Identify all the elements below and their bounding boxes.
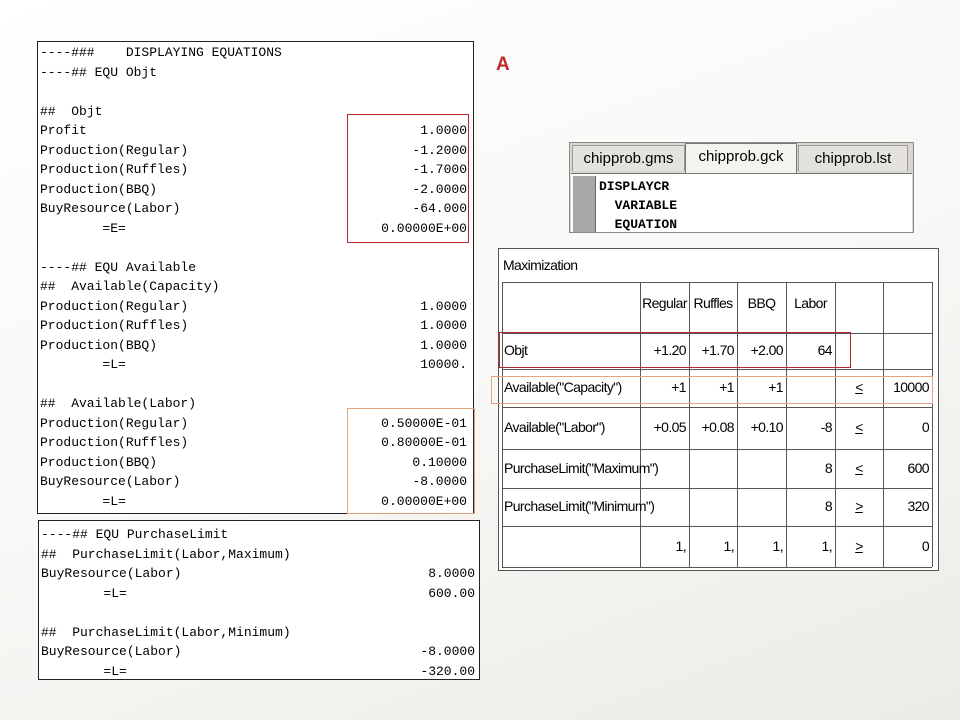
listing-value: -8.0000 [420, 644, 475, 659]
listing-line: Production(Ruffles) [40, 162, 189, 177]
listing-line: ## Available(Capacity) [40, 279, 220, 294]
listing-value: -64.000 [412, 201, 467, 216]
matrix-title: Maximization [503, 257, 578, 273]
listing-line: BuyResource(Labor) [40, 474, 181, 489]
listing-value: 0.00000E+00 [381, 220, 467, 236]
objt-values-highlight [347, 114, 469, 243]
matrix-column-header: Ruffles [693, 295, 733, 311]
maximization-matrix [498, 248, 939, 571]
listing-line: Production(Regular) [40, 142, 189, 158]
grid-hline [502, 567, 932, 568]
matrix-cell: +0.05 [653, 419, 686, 435]
listing-line: Production(Regular) [40, 298, 189, 314]
capacity-row-highlight [491, 376, 933, 404]
matrix-cell: +1.20 [653, 342, 686, 358]
listing-line: ----## EQU Objt [40, 64, 158, 80]
listing-value: 0.80000E-01 [381, 435, 467, 450]
matrix-cell: +1 [768, 379, 783, 395]
grid-hline [502, 282, 932, 283]
matrix-cell: 8 [824, 498, 832, 514]
listing-line: ## PurchaseLimit(Labor,Minimum) [41, 624, 291, 640]
listing-value: 0.10000 [412, 454, 467, 470]
listing-line: Production(Ruffles) [40, 318, 189, 333]
listing-value: 1.0000 [420, 298, 467, 314]
labor-values-highlight [347, 408, 475, 514]
matrix-row-label: Available("Capacity") [504, 379, 622, 395]
matrix-cell: -8 [820, 419, 832, 435]
matrix-column-header: Regular [642, 295, 687, 311]
tab-chipprob-lst[interactable]: chipprob.lst [798, 145, 908, 171]
listing-line: ## Objt [40, 103, 103, 119]
purchase-limit-listing-panel [38, 520, 480, 680]
listing-value: -320.00 [420, 663, 475, 679]
listing-line: ## Available(Labor) [40, 396, 197, 411]
listing-line: =E= [40, 220, 126, 236]
matrix-cell: +0.10 [750, 419, 783, 435]
matrix-cell: 64 [817, 342, 832, 358]
listing-value: 1.0000 [420, 318, 467, 333]
tab-chipprob-gck[interactable]: chipprob.gck [685, 143, 797, 173]
code-editor[interactable] [571, 173, 912, 232]
grid-vline [502, 282, 503, 567]
listing-value: -1.7000 [412, 162, 467, 177]
grid-hline [502, 488, 932, 489]
matrix-rhs: 0 [921, 537, 929, 554]
matrix-cell: 8 [824, 459, 832, 476]
matrix-row-label: PurchaseLimit("Maximum") [504, 459, 659, 476]
grid-hline [502, 407, 932, 408]
listing-line: BuyResource(Labor) [40, 201, 181, 216]
listing-line: Production(Regular) [40, 415, 189, 431]
listing-line: =L= [40, 357, 126, 372]
listing-line: Production(BBQ) [40, 181, 158, 197]
matrix-cell: +0.08 [701, 419, 734, 435]
grid-hline [502, 369, 932, 370]
listing-line: BuyResource(Labor) [41, 566, 182, 581]
listing-value: 1.0000 [420, 337, 467, 353]
grid-hline [502, 449, 932, 450]
matrix-column-header: BBQ [747, 295, 776, 311]
matrix-cell: +1 [671, 379, 686, 395]
listing-value: 10000. [420, 357, 467, 372]
matrix-rhs: 320 [907, 498, 929, 514]
matrix-cell: 1, [821, 537, 832, 554]
tab-chipprob-gms[interactable]: chipprob.gms [572, 145, 685, 171]
matrix-operator: < [855, 379, 863, 395]
editor-window [569, 142, 914, 233]
grid-vline [932, 282, 933, 567]
listing-line: ----## EQU PurchaseLimit [41, 527, 229, 542]
matrix-cell: +1 [719, 379, 734, 395]
matrix-cell: +2.00 [750, 342, 783, 358]
listing-value: 8.0000 [428, 566, 475, 581]
listing-line: Production(BBQ) [40, 337, 158, 353]
listing-line: =L= [41, 585, 127, 601]
listing-value: 0.50000E-01 [381, 415, 467, 431]
matrix-operator: < [855, 419, 863, 435]
matrix-rhs: 0 [921, 419, 929, 435]
matrix-cell: +1.70 [701, 342, 734, 358]
code-line-3: EQUATION [599, 217, 678, 232]
listing-value: 1.0000 [420, 123, 467, 138]
listing-line: Production(Ruffles) [40, 435, 189, 450]
matrix-operator: > [855, 498, 863, 514]
matrix-operator: > [855, 537, 863, 554]
matrix-cell: 1, [772, 537, 783, 554]
listing-value: -1.2000 [412, 142, 467, 158]
matrix-rhs: 600 [907, 459, 929, 476]
listing-value: 0.00000E+00 [381, 493, 467, 509]
matrix-operator: < [855, 459, 863, 476]
listing-value: -2.0000 [412, 181, 467, 197]
matrix-column-header: Labor [794, 295, 827, 311]
annotation-letter: A [496, 54, 510, 75]
listing-value: -8.0000 [412, 474, 467, 489]
listing-line: ----### DISPLAYING EQUATIONS [40, 45, 282, 60]
matrix-cell: 1, [723, 537, 734, 554]
listing-line: ## PurchaseLimit(Labor,Maximum) [41, 546, 291, 562]
listing-value: 600.00 [428, 585, 475, 601]
objt-row-highlight [499, 332, 851, 368]
matrix-row-label: PurchaseLimit("Minimum") [504, 498, 655, 514]
matrix-row-label: Available("Labor") [504, 419, 605, 435]
listing-line: BuyResource(Labor) [41, 644, 182, 659]
listing-line: =L= [40, 493, 126, 509]
matrix-row-label: Objt [504, 342, 528, 358]
matrix-cell: 1, [675, 537, 686, 554]
code-line-2: VARIABLE [599, 198, 678, 213]
matrix-rhs: 10000 [893, 379, 929, 395]
listing-line: Profit [40, 123, 87, 138]
code-line-1: DISPLAYCR [599, 179, 670, 194]
listing-line: =L= [41, 663, 127, 679]
grid-hline [502, 526, 932, 527]
listing-line: Production(BBQ) [40, 454, 158, 470]
listing-line: ----## EQU Available [40, 259, 197, 275]
editor-gutter [573, 176, 596, 232]
